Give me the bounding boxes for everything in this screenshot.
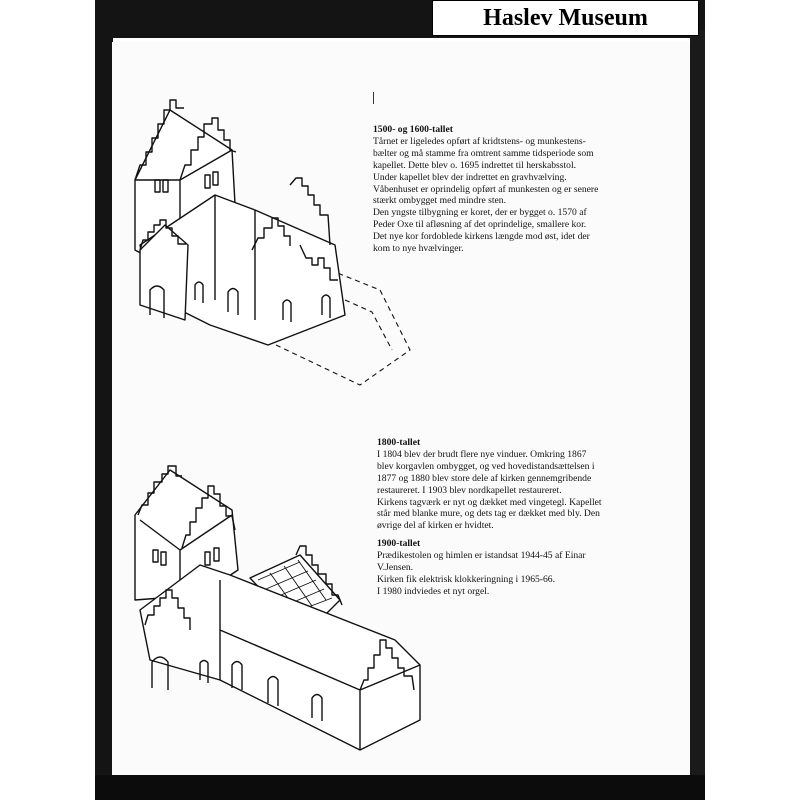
section-line: Kirken fik elektrisk klokkeringning i 1965-66.: [377, 573, 555, 585]
section-line: øvrige del af kirken er hvidtet.: [377, 520, 494, 532]
section-line: V.Jensen.: [377, 561, 414, 573]
section-line: Kirkens tagværk er nyt og dækket med vingetegl. Kapellet: [377, 496, 602, 508]
section-line: kapellet. Dette blev o. 1695 indrettet til herskabsstol.: [373, 159, 577, 171]
section-line: Under kapellet blev der indrettet en gravhvælving.: [373, 171, 567, 183]
section-line: Det nye kor fordoblede kirkens længde mod øst, idet der: [373, 231, 590, 243]
section-line: I 1804 blev der brudt flere nye vinduer. Omkring 1867: [377, 448, 587, 460]
section-line: Prædikestolen og himlen er istandsat 1944-45 af Einar: [377, 549, 586, 561]
section-line: restaureret. I 1903 blev nordkapellet restaureret.: [377, 484, 562, 496]
section-line: Peder Oxe til afløsning af det oprindelige, smallere kor.: [373, 219, 587, 231]
section-line: Tårnet er ligeledes opført af kridtstens- og munkestens-: [373, 135, 586, 147]
section-line: står med blanke mure, og dets tag er dækket med bly. Den: [377, 508, 600, 520]
section-line: Våbenhuset er oprindelig opført af munkesten og er senere: [373, 183, 599, 195]
section-1800: [377, 437, 639, 532]
section-line: blev korgavlen ombygget, og ved hovedistandsættelsen i: [377, 460, 595, 472]
section-1900: [377, 538, 639, 598]
museum-title: Haslev Museum: [483, 4, 648, 31]
section-line: kom to nye hvælvinger.: [373, 243, 464, 255]
section-line: stærkt ombygget med mindre sten.: [373, 195, 506, 207]
section-heading: 1500- og 1600-tallet: [373, 124, 453, 135]
section-line: bælter og må stamme fra omtrent samme tidsperiode som: [373, 147, 594, 159]
section-line: I 1980 indviedes et nyt orgel.: [377, 585, 490, 597]
section-line: Den yngste tilbygning er koret, der er bygget o. 1570 af: [373, 207, 587, 219]
section-heading: 1900-tallet: [377, 538, 421, 549]
section-heading: 1800-tallet: [377, 437, 421, 448]
section-1500-1600: [373, 124, 633, 255]
section-line: 1877 og 1880 blev store dele af kirken gennemgribende: [377, 472, 592, 484]
church-drawing-1500-1600: [135, 100, 410, 385]
